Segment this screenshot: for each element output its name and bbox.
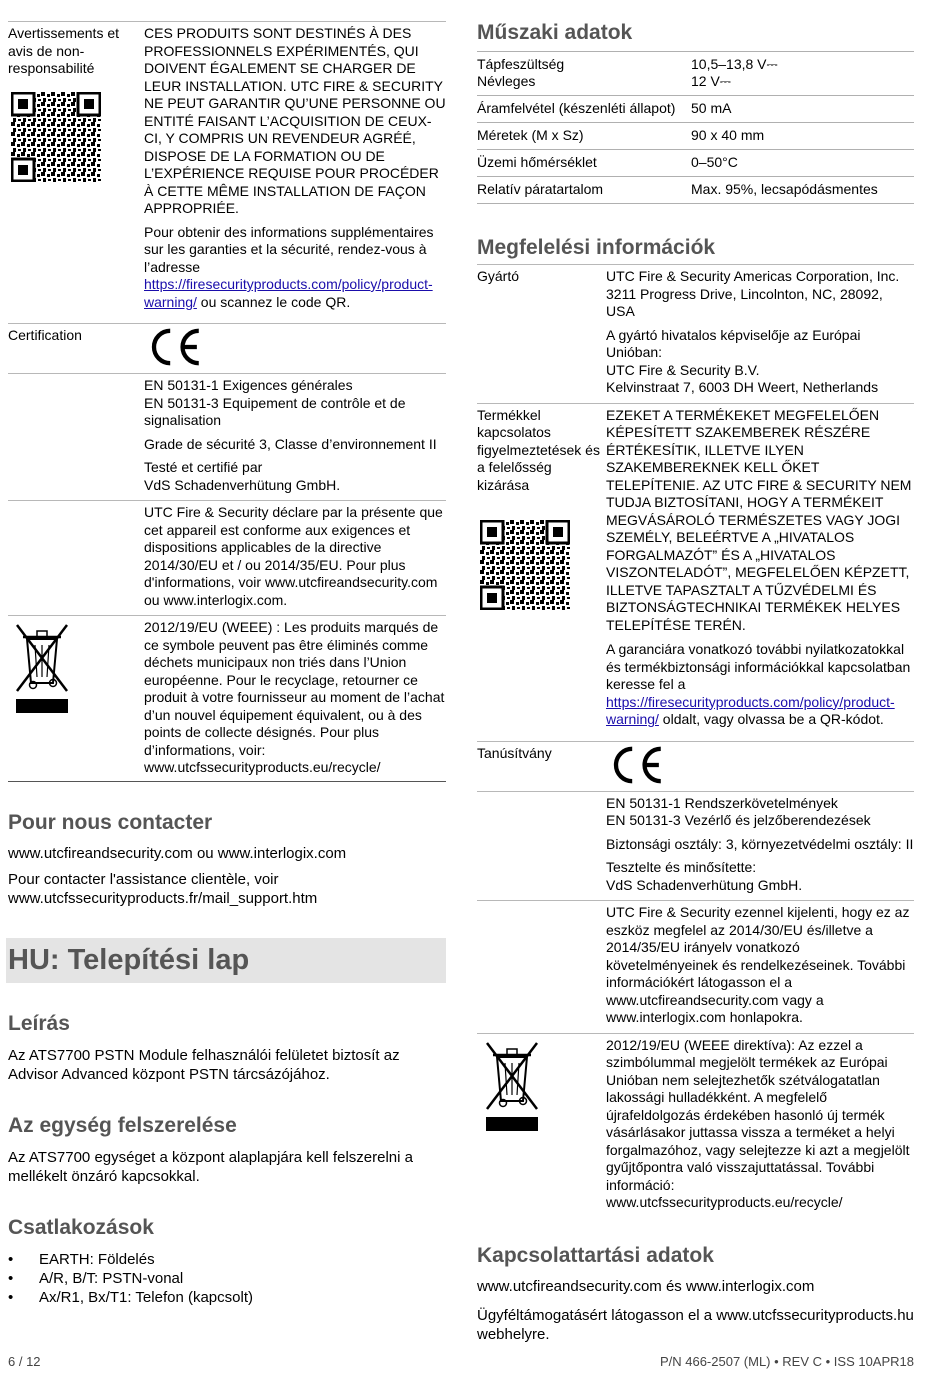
- contact-heading: Pour nous contacter: [8, 810, 213, 834]
- mount-text: Az ATS7700 egységet a központ alaplapjára kell felszerelni a mellékelt önzáró kapcsokkal.: [8, 1148, 413, 1185]
- leiras-heading: Leírás: [8, 1011, 70, 1035]
- spec-value: 0–50°C: [691, 150, 914, 177]
- warranty-link[interactable]: https://firesecurityproducts.com/policy/product-warning/: [606, 693, 895, 727]
- spec-key: Üzemi hőmérséklet: [477, 150, 691, 177]
- contact-support: Ügyféltámogatásért látogasson el a www.utcfssecurityproducts.hu webhelyre.: [477, 1306, 914, 1343]
- security-grade: Grade de sécurité 3, Classe d’environnement II: [144, 435, 437, 452]
- spec-value: 10,5–13,8 V⎓: [691, 56, 778, 72]
- fr-info-table: [8, 22, 446, 782]
- security-grade: Biztonsági osztály: 3, környezetvédelmi osztály: II: [606, 835, 914, 852]
- spec-value: 50 mA: [691, 96, 914, 123]
- disclaimer-label: Avertissements et avis de non-responsabilité: [8, 25, 120, 76]
- standards-content: [144, 374, 446, 501]
- warranty-suffix: ou scannez le code QR.: [196, 293, 351, 310]
- hu-info-table: [477, 264, 914, 1218]
- vds: VdS Schadenverhütung GmbH.: [144, 476, 341, 493]
- table-row: [477, 52, 914, 74]
- ce-mark-icon: [606, 745, 666, 785]
- spec-value: Max. 95%, lecsapódásmentes: [691, 177, 914, 204]
- warning-label-cell: [477, 403, 606, 741]
- standards-content: [606, 791, 914, 901]
- en50131-3: EN 50131-3 Equipement de contrôle et de signalisation: [144, 394, 406, 428]
- warranty-text: Pour obtenir des informations supplémentaires sur les garanties et la sécurité, rendez-vous à l’adresse: [144, 223, 434, 275]
- warranty-link[interactable]: https://firesecurityproducts.com/policy/product-warning/: [144, 276, 433, 310]
- qr-code-icon: [480, 520, 570, 610]
- list-item: • EARTH: Földelés: [8, 1250, 446, 1269]
- contact-support: Pour contacter l'assistance clientèle, voir www.utcfssecurityproducts.fr/mail_support.htm: [8, 870, 318, 907]
- warranty-paragraph: [144, 224, 446, 312]
- spec-key: Névleges: [477, 73, 691, 96]
- spec-key: Áramfelvétel (készenléti állapot): [477, 96, 691, 123]
- qr-code-icon: [11, 92, 101, 182]
- mfr-label: Gyártó: [477, 268, 520, 284]
- table-row: [477, 73, 914, 96]
- spec-key: Méretek (M x Sz): [477, 123, 691, 150]
- hu-title: HU: Telepítési lap: [6, 938, 446, 983]
- disclaimer-content: [144, 22, 446, 324]
- spec-key: Relatív páratartalom: [477, 177, 691, 204]
- spec-key: Tápfeszültség: [477, 56, 565, 72]
- en50131-1: EN 50131-1 Rendszerkövetelmények: [606, 794, 838, 811]
- contact-heading: Kapcsolattartási adatok: [477, 1243, 714, 1267]
- left-column: [8, 0, 446, 1307]
- page-number: 6 / 12: [8, 1354, 41, 1369]
- table-row: [477, 150, 914, 177]
- table-row: [477, 123, 914, 150]
- weee-text: 2012/19/EU (WEEE direktíva): Az ezzel a szimbólummal megjelölt termékek az Európai Unióban nem selejtezhetők szétválogatatlan lakossági hulladékként. A megfelelő újrafeldolgozás érdekében hasonló új termék vásárlásakor juttassa vissza a terméket a helyi forgalmazóhoz, vagy selejtezze ki azt a megjelölt gyűjtőpontra való visszajuttatással. További információ: www.utcfssecurityproducts.eu/recycle/: [606, 1033, 914, 1218]
- rep-address: Kelvinstraat 7, 6003 DH Weert, Netherlands: [606, 379, 879, 395]
- ce-mark-icon: [144, 327, 204, 367]
- cert-label: Certification: [8, 324, 144, 374]
- en50131-3: EN 50131-3 Vezérlő és jelzőberendezések: [606, 812, 871, 828]
- part-number: P/N 466-2507 (ML) • REV C • ISS 10APR18: [659, 1354, 914, 1369]
- tech-heading: Műszaki adatok: [477, 21, 633, 44]
- list-item: • Ax/R1, Bx/T1: Telefon (kapcsolt): [8, 1288, 446, 1307]
- weee-text: 2012/19/EU (WEEE) : Les produits marqués de ce symbole peuvent pas être éliminés comme déchets municipaux non triés dans l’Union européenne. Pour le recyclage, retourner ce produit à votre fournisseur au moment de l’achat d’un nouvel équipement équivalent, ou à des points de collecte désignés. Pour plus d’informations, voir: www.utcfssecurityproducts.eu/recycle/: [144, 616, 446, 782]
- warranty-suffix: oldalt, vagy olvassa be a QR-kódot.: [658, 711, 884, 727]
- table-row: [477, 177, 914, 204]
- tested-by: Tesztelte és minősítette:: [606, 859, 757, 875]
- tested-by: Testé et certifié par: [144, 459, 263, 475]
- declaration-text: UTC Fire & Security déclare par la présente que cet appareil est conforme aux exigences et dispositions applicables de la directive 2014/30/EU et / ou 2014/35/EU. Pour plus d'informations, voir www.utcfireandsecurity.com ou www.interlogix.com.: [144, 501, 446, 616]
- disclaimer-text: CES PRODUITS SONT DESTINÉS À DES PROFESSIONNELS EXPÉRIMENTÉS, QUI DOIVENT ÉGALEMENT SE CHARGER DE LEUR INSTALLATION. UTC FIRE & SECURITY NE PEUT GARANTIR QU’UNE PERSONNE OU ENTITÉ FAISANT L’ACQUISITION DE CEUX-CI, Y COMPRIS UN REVENDEUR AGRÉÉ, DISPOSE DE LA FORMATION OU DE L’EXPÉRIENCE REQUISE POUR PROCÉDER À CETTE MÊME INSTALLATION DE FAÇON APPROPRIÉE.: [144, 25, 446, 216]
- warning-content: [606, 403, 914, 741]
- rep-name: UTC Fire & Security B.V.: [606, 361, 760, 378]
- warranty-text: A garanciára vonatkozó további nyilatkozatokkal és termékbiztonsági információkkal kapcsolatban keresse fel a: [606, 641, 911, 692]
- mfr-text: UTC Fire & Security Americas Corporation, Inc. 3211 Progress Drive, Lincolnton, NC, 28092, USA: [606, 268, 900, 319]
- right-column: [477, 0, 914, 1344]
- mount-heading: Az egység felszerelése: [8, 1113, 237, 1137]
- list-item: • A/R, B/T: PSTN-vonal: [8, 1269, 446, 1288]
- warning-text: EZEKET A TERMÉKEKET MEGFELELŐEN KÉPESÍTETT SZAKEMBEREK RÉSZÉRE ÉRTÉKESÍTIK, ILLETVE ILYEN SZAKEMBEREKNEK KELL ŐKET TELEPÍTENIE. AZ UTC FIRE & SECURITY NEM TUDJA BIZTOSÍTANI, HOGY A TERMÉKEIT MEGVÁSÁROLÓ TERMÉSZETES VAGY JOGI SZEMÉLY, BELEÉRTVE A „HIVATALOS FORGALMAZÓT” ÉS A „HIVATALOS VISZONTELADÓT”, MEGFELELŐEN KÉPZETT, ILLETVE TAPASZTALT A TŰZVÉDELMI ÉS BIZTONSÁGTECHNIKAI TERMÉKEK HELYES TELEPÍTÉSE TERÉN.: [606, 406, 912, 633]
- spec-value: 12 V⎓: [691, 73, 914, 96]
- connections-list: [8, 1250, 446, 1307]
- connections-heading: Csatlakozások: [8, 1215, 154, 1239]
- weee-bin-icon: [483, 1039, 541, 1131]
- warranty-paragraph: [606, 641, 914, 729]
- declaration-text: UTC Fire & Security ezennel kijelenti, hogy ez az eszköz megfelel az 2014/30/EU és/illetve a 2014/35/EU irányelv vonatkozó követelményeinek és rendelkezéseinek. További információkért látogasson el a www.utcfireandsecurity.com vagy a www.interlogix.com honlapokra.: [606, 901, 914, 1034]
- en50131-1: EN 50131-1 Exigences générales: [144, 377, 353, 393]
- warning-label: Termékkel kapcsolatos figyelmeztetések és a felelősség kizárása: [477, 406, 600, 493]
- cert-label: Tanúsítvány: [477, 741, 606, 791]
- vds: VdS Schadenverhütung GmbH.: [606, 876, 803, 893]
- compliance-heading: Megfelelési információk: [477, 236, 716, 259]
- specs-table: [477, 51, 914, 204]
- contact-web: www.utcfireandsecurity.com ou www.interlogix.com: [8, 844, 347, 862]
- disclaimer-label-cell: [8, 22, 144, 324]
- weee-bin-icon: [13, 621, 71, 713]
- leiras-text: Az ATS7700 PSTN Module felhasználói felületet biztosít az Advisor Advanced központ PSTN tárcsázójához.: [8, 1046, 400, 1083]
- spec-value: 90 x 40 mm: [691, 123, 914, 150]
- table-row: [477, 96, 914, 123]
- mfr-content: [606, 265, 914, 404]
- rep-intro: A gyártó hivatalos képviselője az Európai Unióban:: [606, 326, 861, 360]
- contact-web: www.utcfireandsecurity.com és www.interlogix.com: [477, 1277, 815, 1295]
